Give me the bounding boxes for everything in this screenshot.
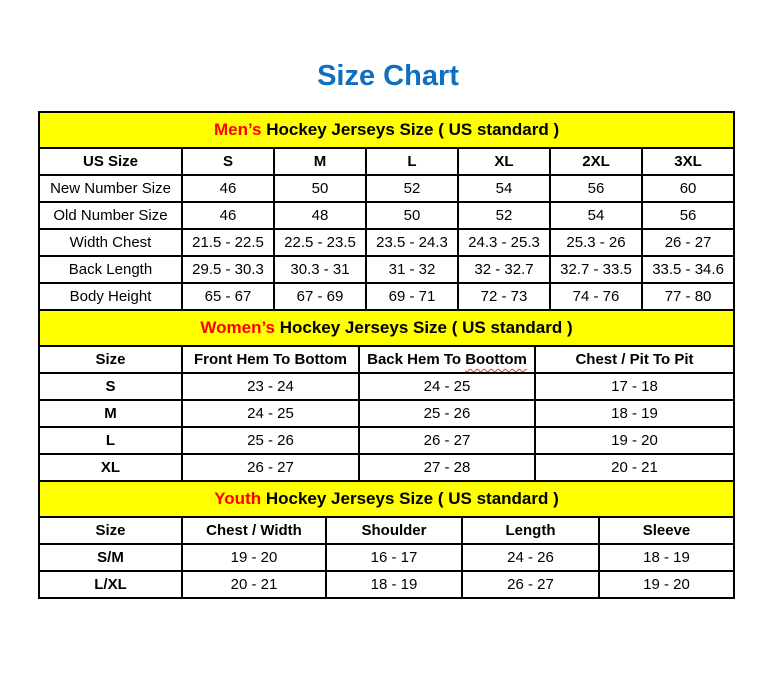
misspelled-word: Boottom: [465, 351, 527, 368]
page-title: Size Chart: [317, 60, 459, 92]
table-cell: 50: [274, 175, 366, 202]
table-cell: 54: [458, 175, 550, 202]
mens-size-table: [38, 111, 735, 311]
table-cell: 32 - 32.7: [458, 256, 550, 283]
column-header: XL: [458, 148, 550, 175]
table-cell: 19 - 20: [599, 571, 734, 598]
womens-size-table: [38, 309, 735, 482]
table-cell: 50: [366, 202, 458, 229]
table-cell: 29.5 - 30.3: [182, 256, 274, 283]
table-cell: 65 - 67: [182, 283, 274, 310]
table-row: [39, 256, 734, 283]
column-header: Front Hem To Bottom: [182, 346, 359, 373]
womens-section-title: Hockey Jerseys Size ( US standard ): [275, 318, 573, 337]
table-cell: 77 - 80: [642, 283, 734, 310]
column-header: Sleeve: [599, 517, 734, 544]
table-cell: 52: [366, 175, 458, 202]
column-header: [359, 346, 535, 373]
table-cell: 72 - 73: [458, 283, 550, 310]
table-row: [39, 202, 734, 229]
womens-band-row: [39, 310, 734, 346]
table-cell: 18 - 19: [599, 544, 734, 571]
table-cell: 74 - 76: [550, 283, 642, 310]
table-cell: 24 - 25: [359, 373, 535, 400]
size-chart-tables: [38, 111, 733, 599]
column-header-text: Back Hem To: [367, 351, 466, 368]
youth-header-row: [39, 517, 734, 544]
table-cell: 22.5 - 23.5: [274, 229, 366, 256]
column-header: Size: [39, 517, 182, 544]
column-header: Shoulder: [326, 517, 462, 544]
column-header: L: [366, 148, 458, 175]
row-label: New Number Size: [39, 175, 182, 202]
column-header: Length: [462, 517, 599, 544]
youth-section-highlight: Youth: [214, 489, 262, 508]
table-cell: 17 - 18: [535, 373, 734, 400]
table-row: [39, 544, 734, 571]
table-cell: 20 - 21: [535, 454, 734, 481]
table-cell: 25 - 26: [359, 400, 535, 427]
column-header: Chest / Width: [182, 517, 326, 544]
row-label: Width Chest: [39, 229, 182, 256]
mens-header-row: [39, 148, 734, 175]
table-cell: 54: [550, 202, 642, 229]
womens-header-row: [39, 346, 734, 373]
table-cell: 25 - 26: [182, 427, 359, 454]
table-row: [39, 571, 734, 598]
table-cell: 67 - 69: [274, 283, 366, 310]
mens-section-header: [39, 112, 734, 148]
table-cell: 46: [182, 202, 274, 229]
mens-band-row: [39, 112, 734, 148]
table-cell: 26 - 27: [642, 229, 734, 256]
youth-size-table: [38, 480, 735, 599]
table-cell: 26 - 27: [359, 427, 535, 454]
table-cell: 56: [642, 202, 734, 229]
table-cell: 26 - 27: [182, 454, 359, 481]
table-cell: 32.7 - 33.5: [550, 256, 642, 283]
column-header: Size: [39, 346, 182, 373]
row-label: Back Length: [39, 256, 182, 283]
column-header: S: [182, 148, 274, 175]
table-row: [39, 283, 734, 310]
youth-band-row: [39, 481, 734, 517]
table-cell: 46: [182, 175, 274, 202]
table-cell: 23 - 24: [182, 373, 359, 400]
row-label: M: [39, 400, 182, 427]
table-row: [39, 454, 734, 481]
table-row: [39, 229, 734, 256]
table-cell: 26 - 27: [462, 571, 599, 598]
table-row: [39, 175, 734, 202]
table-row: [39, 373, 734, 400]
youth-section-header: [39, 481, 734, 517]
table-cell: 31 - 32: [366, 256, 458, 283]
table-cell: 30.3 - 31: [274, 256, 366, 283]
table-cell: 21.5 - 22.5: [182, 229, 274, 256]
column-header: 2XL: [550, 148, 642, 175]
table-cell: 23.5 - 24.3: [366, 229, 458, 256]
table-cell: 24 - 26: [462, 544, 599, 571]
row-label: S: [39, 373, 182, 400]
table-cell: 52: [458, 202, 550, 229]
womens-section-header: [39, 310, 734, 346]
column-header: US Size: [39, 148, 182, 175]
table-cell: 20 - 21: [182, 571, 326, 598]
table-cell: 33.5 - 34.6: [642, 256, 734, 283]
row-label: L/XL: [39, 571, 182, 598]
column-header: 3XL: [642, 148, 734, 175]
table-cell: 18 - 19: [326, 571, 462, 598]
table-cell: 16 - 17: [326, 544, 462, 571]
table-cell: 18 - 19: [535, 400, 734, 427]
table-cell: 24.3 - 25.3: [458, 229, 550, 256]
mens-section-highlight: Men’s: [213, 120, 262, 139]
table-cell: 48: [274, 202, 366, 229]
youth-section-title: Hockey Jerseys Size ( US standard ): [261, 489, 559, 508]
table-cell: 27 - 28: [359, 454, 535, 481]
mens-section-title: Hockey Jerseys Size ( US standard ): [261, 120, 560, 139]
column-header: M: [274, 148, 366, 175]
row-label: XL: [39, 454, 182, 481]
row-label: S/M: [39, 544, 182, 571]
table-cell: 24 - 25: [182, 400, 359, 427]
row-label: L: [39, 427, 182, 454]
table-row: [39, 427, 734, 454]
table-cell: 25.3 - 26: [550, 229, 642, 256]
row-label: Old Number Size: [39, 202, 182, 229]
table-cell: 60: [642, 175, 734, 202]
womens-section-highlight: Women’s: [200, 318, 275, 337]
column-header: Chest / Pit To Pit: [535, 346, 734, 373]
row-label: Body Height: [39, 283, 182, 310]
table-cell: 69 - 71: [366, 283, 458, 310]
table-cell: 19 - 20: [182, 544, 326, 571]
table-row: [39, 400, 734, 427]
table-cell: 56: [550, 175, 642, 202]
table-cell: 19 - 20: [535, 427, 734, 454]
